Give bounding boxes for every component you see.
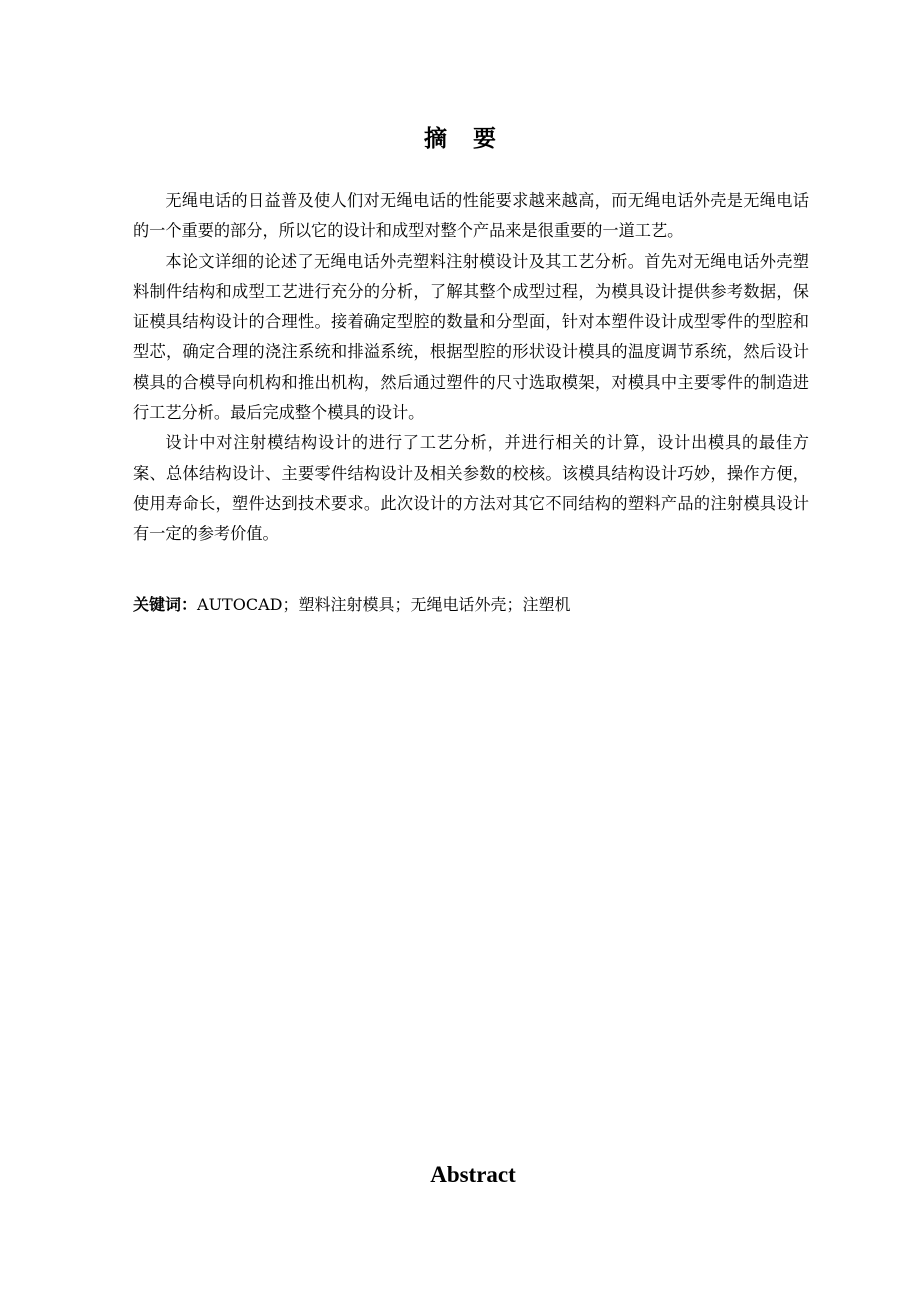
abstract-title-cn: 摘要 <box>424 126 522 152</box>
abstract-body-cn <box>133 186 809 550</box>
abstract-title-en: Abstract <box>430 1162 516 1187</box>
keywords-label: 关键词： <box>133 595 198 614</box>
keywords-value: AUTOCAD；塑料注射模具；无绳电话外壳；注塑机 <box>197 595 571 614</box>
keywords-line <box>133 590 809 620</box>
abstract-paragraph-3: 设计中对注射模结构设计的进行了工艺分析，并进行相关的计算，设计出模具的最佳方案、总体结构设计、主要零件结构设计及相关参数的校核。该模具结构设计巧妙，操作方便，使用寿命长，塑件达到技术要求。此次设计的方法对其它不同结构的塑料产品的注射模具设计有一定的参考价值。 <box>133 433 809 544</box>
abstract-paragraph-1: 无绳电话的日益普及使人们对无绳电话的性能要求越来越高，而无绳电话外壳是无绳电话的一个重要的部分，所以它的设计和成型对整个产品来是很重要的一道工艺。 <box>133 191 809 241</box>
abstract-paragraph-2: 本论文详细的论述了无绳电话外壳塑料注射模设计及其工艺分析。首先对无绳电话外壳塑料制件结构和成型工艺进行充分的分析，了解其整个成型过程，为模具设计提供参考数据，保证模具结构设计的合理性。接着确定型腔的数量和分型面，针对本塑件设计成型零件的型腔和型芯，确定合理的浇注系统和排溢系统，根据型腔的形状设计模具的温度调节系统，然后设计模具的合模导向机构和推出机构，然后通过塑件的尺寸选取模架，对模具中主要零件的制造进行工艺分析。最后完成整个模具的设计。 <box>133 251 809 423</box>
